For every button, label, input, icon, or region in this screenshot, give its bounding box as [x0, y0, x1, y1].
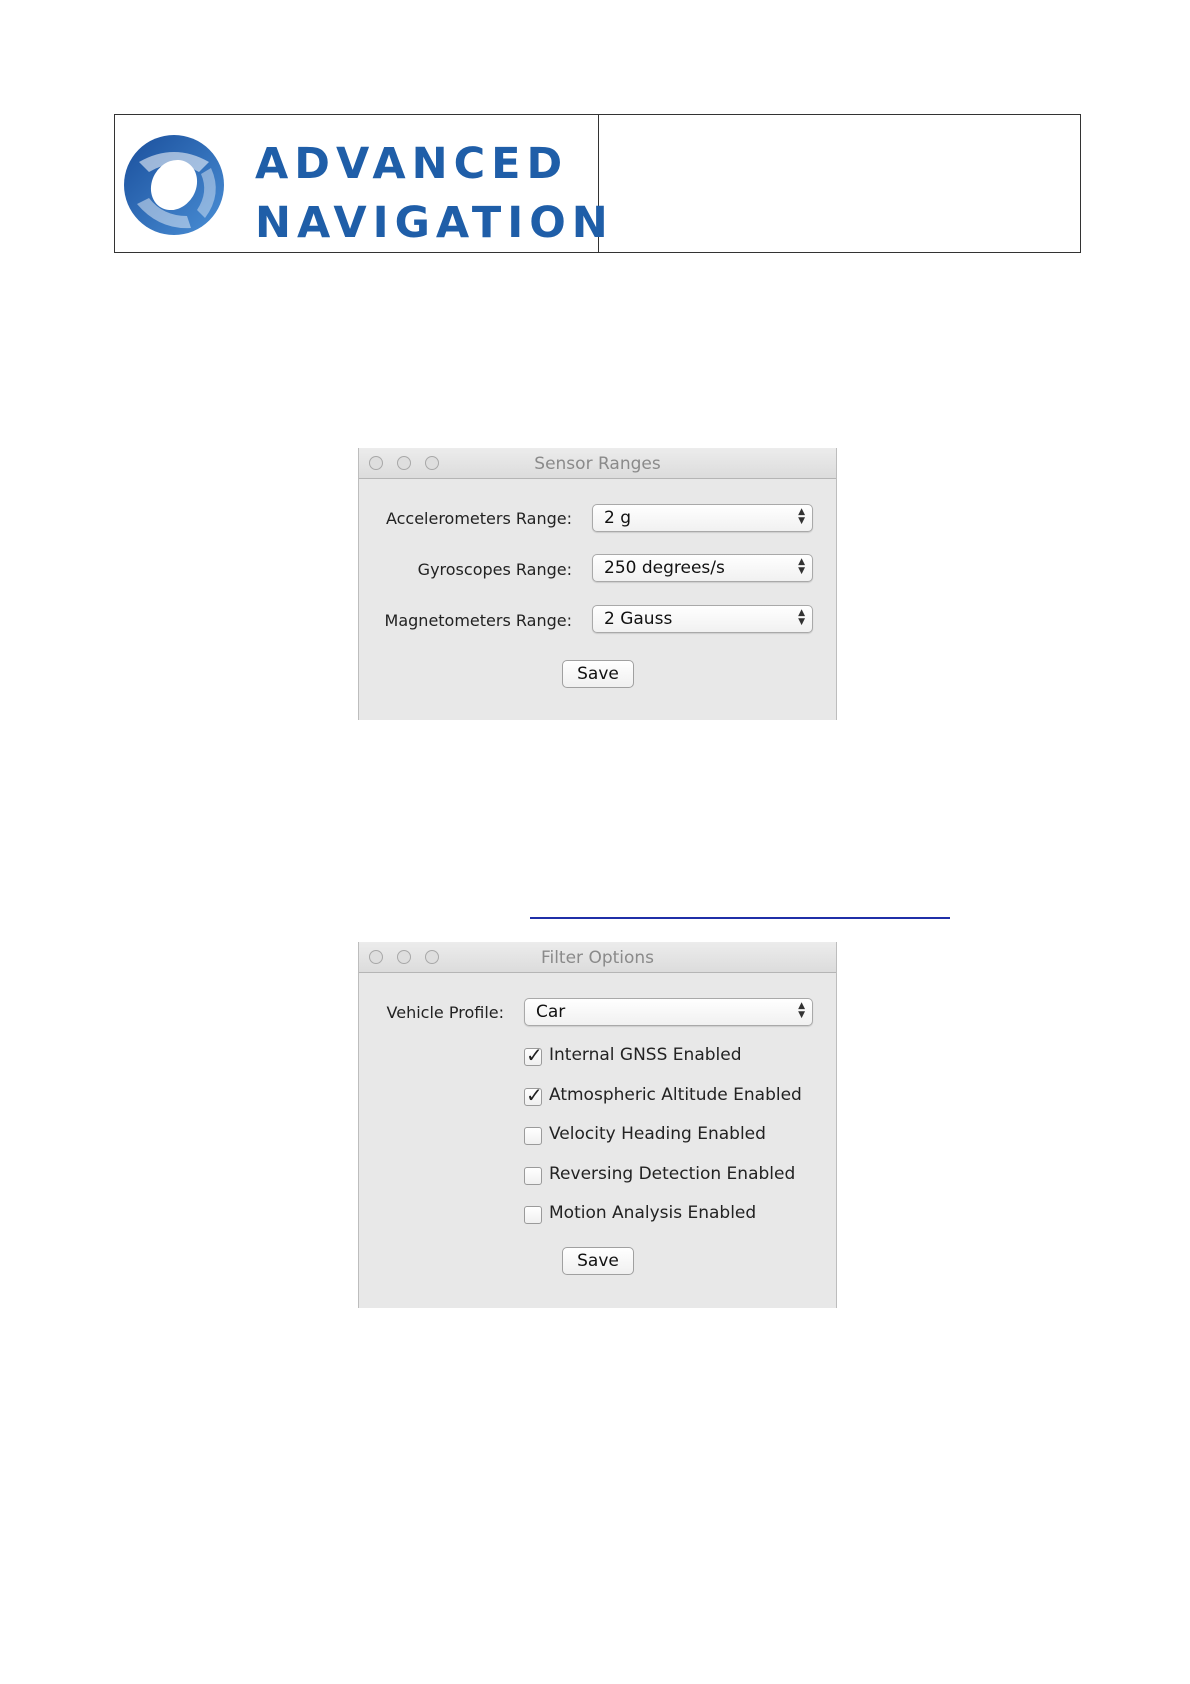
accelerometers-range-label: Accelerometers Range: [385, 509, 572, 528]
updown-chevron-icon: ▲ ▼ [798, 1001, 805, 1020]
gyroscopes-range-label: Gyroscopes Range: [417, 560, 572, 579]
filter-options-dialog [358, 942, 837, 1308]
checkbox-label: Internal GNSS Enabled [549, 1045, 742, 1065]
logo-text-line2: NAVIGATION [255, 198, 614, 248]
selected-value: Car [536, 1002, 566, 1022]
selected-value: 2 g [604, 508, 632, 528]
logo-cell [115, 115, 614, 252]
document-header [114, 114, 1081, 253]
checkbox-label: Reversing Detection Enabled [549, 1164, 796, 1184]
magnetometers-range-label: Magnetometers Range: [384, 611, 572, 630]
gyroscopes-range-select[interactable] [592, 554, 813, 582]
checkbox-label: Velocity Heading Enabled [549, 1124, 766, 1144]
window-title: Filter Options [540, 948, 655, 968]
checkbox[interactable] [524, 1167, 542, 1185]
link-underline [530, 917, 950, 919]
selected-value: 2 Gauss [604, 609, 673, 629]
checkbox[interactable] [524, 1043, 543, 1067]
checkmark-icon: ✓ [526, 1043, 543, 1067]
save-button[interactable]: Save [562, 1247, 634, 1275]
checkbox[interactable] [524, 1127, 542, 1145]
checkbox[interactable] [524, 1206, 542, 1224]
titlebar [359, 448, 836, 479]
titlebar [359, 942, 836, 973]
selected-value: 250 degrees/s [604, 558, 725, 578]
logo-text-line1: ADVANCED [255, 139, 569, 189]
accelerometers-range-select[interactable] [592, 504, 813, 532]
vehicle-profile-label: Vehicle Profile: [386, 1003, 504, 1022]
vehicle-profile-select[interactable] [524, 998, 813, 1026]
updown-chevron-icon: ▲ ▼ [798, 507, 805, 526]
updown-chevron-icon: ▲ ▼ [798, 557, 805, 576]
save-button[interactable]: Save [562, 660, 634, 688]
checkbox-label: Atmospheric Altitude Enabled [549, 1085, 802, 1105]
checkbox-label: Motion Analysis Enabled [549, 1203, 757, 1223]
sensor-ranges-dialog [358, 448, 837, 720]
checkbox[interactable] [524, 1083, 543, 1107]
advanced-navigation-logo-icon [119, 132, 229, 238]
updown-chevron-icon: ▲ ▼ [798, 608, 805, 627]
checkmark-icon: ✓ [526, 1083, 543, 1107]
magnetometers-range-select[interactable] [592, 605, 813, 633]
window-title: Sensor Ranges [534, 454, 661, 474]
